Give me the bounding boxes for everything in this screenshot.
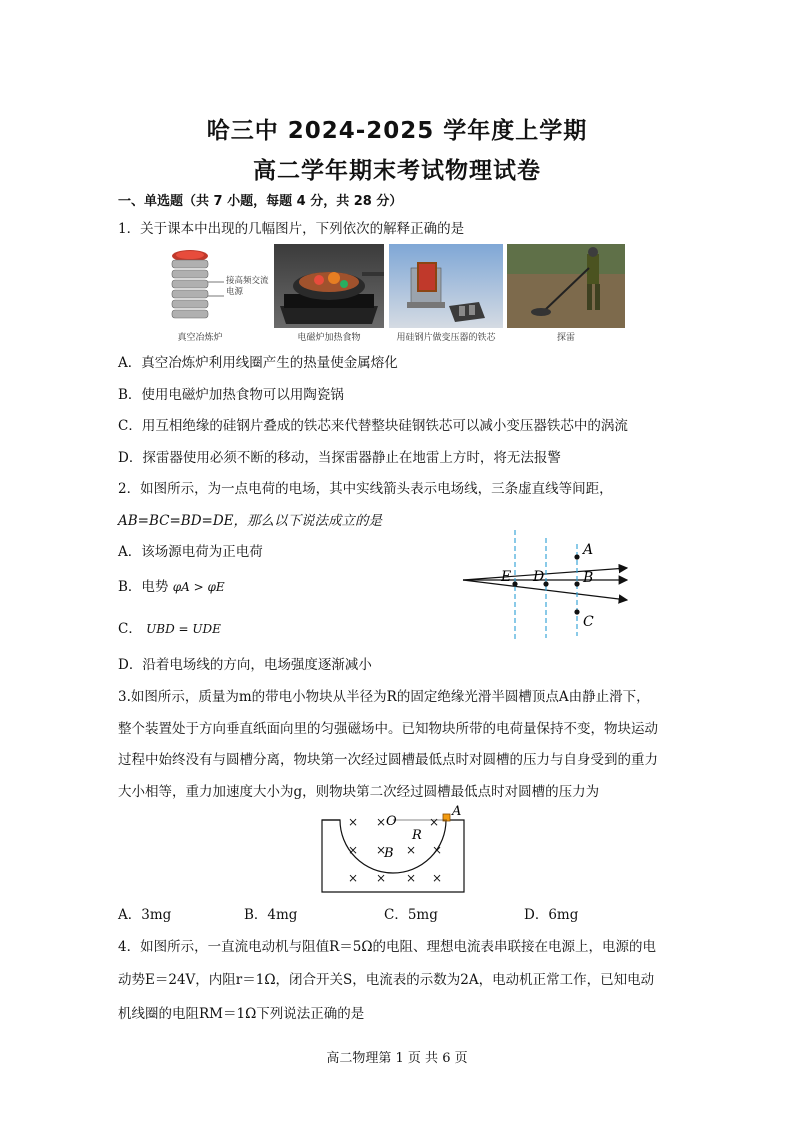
q3-line2: 整个装置处于方向垂直纸面向里的匀强磁场中。已知物块所带的电荷量保持不变，物块运动 — [118, 721, 658, 737]
mine-detector-illustration — [507, 244, 625, 328]
section-heading: 一、单选题（共 7 小题，每题 4 分，共 28 分） — [118, 194, 403, 209]
q3-semicircle-groove-figure — [316, 802, 472, 896]
q3-line3: 过程中始终没有与圆槽分离，物块第一次经过圆槽最低点时对圆槽的压力与自身受到的重力 — [118, 752, 658, 768]
q2-stem-line2: AB=BC=BD=DE，那么以下说法成立的是 — [118, 513, 383, 529]
q1-stem: 1．关于课本中出现的几幅图片，下列依次的解释正确的是 — [118, 221, 465, 237]
svg-text:×: × — [348, 815, 359, 829]
q1-furnace-annotation: 接高频交流电源 — [226, 276, 269, 297]
page-footer: 高二物理第 1 页 共 6 页 — [326, 1051, 468, 1066]
q4-line3: 机线圈的电阻RM＝1Ω下列说法正确的是 — [118, 1006, 365, 1022]
label-b: B — [583, 570, 594, 586]
label-a-top: A — [452, 804, 462, 819]
svg-text:×: × — [376, 843, 387, 857]
exam-title-line1: 哈三中 2024-2025 学年度上学期 — [206, 118, 588, 144]
transformer-illustration — [389, 244, 503, 328]
label-b-field: B — [384, 846, 394, 861]
svg-text:×: × — [376, 815, 387, 829]
q2-option-b-prefix: B．电势 — [118, 579, 169, 595]
q4-line2: 动势E＝24V，内阻r＝1Ω，闭合开关S，电流表的示数为2A，电动机正常工作，已知电动 — [118, 972, 655, 988]
q1-option-a: A．真空冶炼炉利用线圈产生的热量使金属熔化 — [118, 355, 398, 371]
point-c — [574, 609, 579, 614]
q1-option-c: C．用互相绝缘的硅钢片叠成的铁芯来代替整块硅钢铁芯可以减小变压器铁芯中的涡流 — [118, 418, 628, 434]
q4-line1: 4．如图所示，一直流电动机与阻值R＝5Ω的电阻、理想电流表串联接在电源上，电源的电 — [118, 939, 657, 955]
q1-caption-2: 电磁炉加热食物 — [297, 333, 361, 343]
q1-option-d: D．探雷器使用必须不断的移动，当探雷器静止在地雷上方时，将无法报警 — [118, 450, 561, 466]
svg-text:×: × — [406, 843, 417, 857]
svg-text:×: × — [429, 815, 440, 829]
svg-text:×: × — [348, 843, 359, 857]
q3-line4: 大小相等，重力加速度大小为g，则物块第二次经过圆槽最低点时对圆槽的压力为 — [118, 784, 600, 800]
label-o: O — [386, 814, 397, 829]
q1-image-induction-cooker — [274, 244, 384, 344]
q2-option-a: A．该场源电荷为正电荷 — [118, 544, 263, 560]
svg-text:×: × — [406, 871, 417, 885]
q2-option-c-prefix: C． — [118, 621, 142, 637]
q2-option-d: D．沿着电场线的方向，电场强度逐渐减小 — [118, 657, 372, 673]
q2-option-b — [118, 575, 225, 595]
label-r: R — [412, 828, 422, 843]
point-e — [512, 581, 517, 586]
label-d: D — [533, 569, 545, 585]
exam-title-line2: 高二学年期末考试物理试卷 — [253, 158, 541, 184]
q2-electric-field-figure — [455, 528, 635, 644]
svg-text:×: × — [432, 843, 443, 857]
q1-caption-1: 真空冶炼炉 — [177, 333, 223, 343]
q1-caption-4: 探雷 — [556, 333, 575, 343]
q3-option-d: D．6mg — [524, 907, 579, 923]
svg-text:×: × — [432, 871, 443, 885]
label-e: E — [501, 569, 512, 585]
svg-text:×: × — [376, 871, 387, 885]
q1-image-transformer-core — [389, 244, 503, 344]
q1-image-mine-detector — [507, 244, 625, 344]
label-c: C — [583, 614, 594, 630]
q2-option-c — [118, 617, 221, 637]
q3-line1: 3.如图所示，质量为m的带电小物块从半径为R的固定绝缘光滑半圆槽顶点A由静止滑下， — [118, 689, 650, 705]
q1-caption-3: 用硅钢片做变压器的铁芯 — [396, 333, 496, 343]
field-line-upper — [463, 568, 627, 580]
q1-option-b: B．使用电磁炉加热食物可以用陶瓷锅 — [118, 387, 344, 403]
svg-text:×: × — [348, 871, 359, 885]
q3-option-b: B．4mg — [244, 907, 298, 923]
q2-stem-line1: 2．如图所示，为一点电荷的电场，其中实线箭头表示电场线，三条虚直线等间距， — [118, 481, 613, 497]
point-b — [574, 581, 579, 586]
label-a: A — [583, 542, 594, 558]
cooker-illustration — [274, 244, 384, 328]
point-a — [574, 554, 579, 559]
q2-option-b-math: φA > φE — [172, 580, 225, 594]
q1-image-vacuum-furnace — [160, 242, 272, 342]
q3-option-a: A．3mg — [118, 907, 172, 923]
q2-option-c-math: UBD = UDE — [146, 622, 221, 636]
q3-option-c: C．5mg — [384, 907, 438, 923]
